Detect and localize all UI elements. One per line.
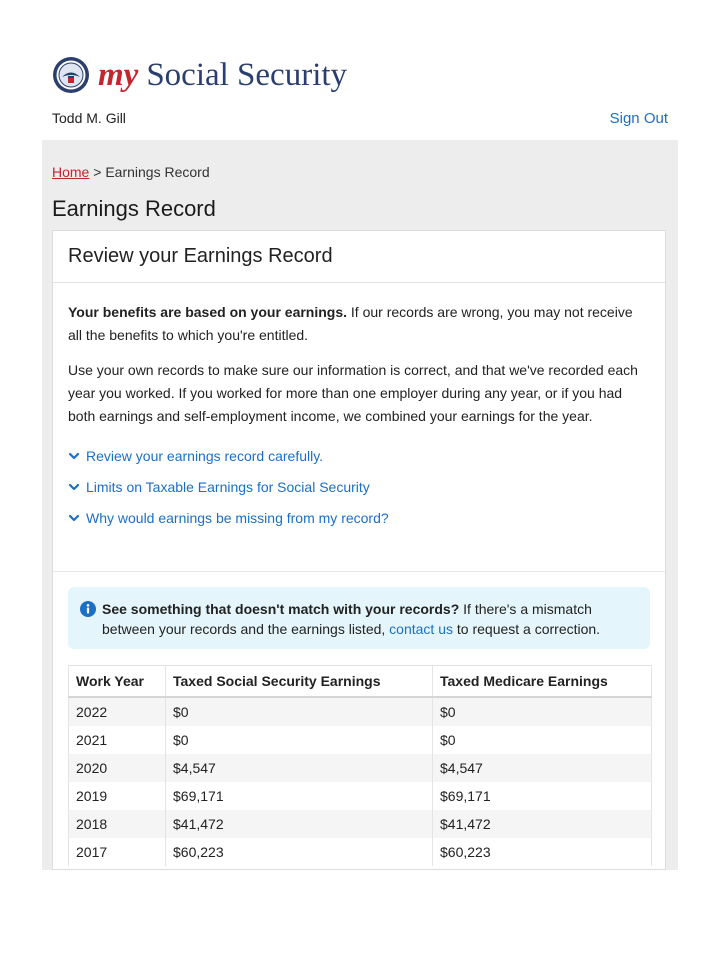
page-title: Earnings Record: [52, 196, 216, 221]
cell-work-year: 2022: [69, 697, 166, 726]
ssa-seal-icon: [52, 56, 90, 94]
accordion-label: Why would earnings be missing from my record?: [86, 509, 389, 526]
table-header-row: [69, 666, 652, 698]
cell-medicare-earnings: $4,547: [433, 754, 652, 782]
brand-social-security: Social Security: [146, 57, 348, 93]
accordion-label: Limits on Taxable Earnings for Social Security: [86, 478, 370, 495]
cell-ss-earnings: $0: [166, 697, 433, 726]
accordion-missing-earnings[interactable]: [68, 502, 645, 533]
brand-title: [98, 56, 347, 94]
cell-ss-earnings: $41,472: [166, 810, 433, 838]
cell-ss-earnings: $0: [166, 726, 433, 754]
table-row: [69, 810, 652, 838]
benefits-paragraph: [68, 301, 645, 347]
cell-medicare-earnings: $69,171: [433, 782, 652, 810]
earnings-card: [52, 230, 666, 870]
table-row: [69, 838, 652, 866]
accordion-list: [68, 440, 645, 533]
cell-work-year: 2020: [69, 754, 166, 782]
breadcrumb: [52, 164, 210, 180]
accordion-label: Review your earnings record carefully.: [86, 447, 324, 464]
earnings-table: [68, 665, 652, 866]
cell-medicare-earnings: $0: [433, 697, 652, 726]
card-title: Review your Earnings Record: [53, 231, 665, 283]
accordion-taxable-limits[interactable]: [68, 471, 645, 502]
table-row: [69, 697, 652, 726]
breadcrumb-separator: >: [89, 164, 106, 180]
alert-text-part1: If there's a mismatch between your records and the earnings listed,: [102, 601, 592, 637]
breadcrumb-home-link[interactable]: Home: [52, 164, 90, 180]
cell-ss-earnings: $69,171: [166, 782, 433, 810]
info-icon: [80, 601, 96, 617]
mismatch-alert: [68, 587, 650, 649]
header-ss-earnings: Taxed Social Security Earnings: [166, 666, 433, 698]
benefits-bold-text: Your benefits are based on your earnings.: [68, 304, 348, 320]
card-body: [53, 283, 665, 533]
alert-bold-text: See something that doesn't match with your records?: [102, 601, 460, 617]
table-row: [69, 726, 652, 754]
cell-work-year: 2017: [69, 838, 166, 866]
table-row: [69, 782, 652, 810]
cell-medicare-earnings: $41,472: [433, 810, 652, 838]
header-work-year: Work Year: [69, 666, 166, 698]
brand-my: my: [98, 57, 139, 93]
cell-work-year: 2021: [69, 726, 166, 754]
cell-ss-earnings: $60,223: [166, 838, 433, 866]
accordion-review-carefully[interactable]: [68, 440, 645, 471]
header-medicare-earnings: Taxed Medicare Earnings: [433, 666, 652, 698]
section-divider: [53, 571, 665, 572]
cell-ss-earnings: $4,547: [166, 754, 433, 782]
sign-out-link[interactable]: Sign Out: [609, 110, 668, 127]
chevron-down-icon: [68, 512, 80, 524]
benefits-text: If our records are wrong, you may not receive all the benefits to which you're entitled.: [68, 304, 633, 343]
content-panel: [42, 140, 678, 870]
chevron-down-icon: [68, 450, 80, 462]
records-paragraph: Use your own records to make sure our information is correct, and that we've recorded each year you worked. If you worked for more than one employer during any year, or if you had both earnings and self-employment income, we combined your earnings for the year.: [68, 362, 638, 424]
cell-work-year: 2019: [69, 782, 166, 810]
table-row: [69, 754, 652, 782]
alert-text-part2: to request a correction.: [453, 621, 601, 637]
breadcrumb-current: Earnings Record: [105, 164, 210, 180]
user-name: Todd M. Gill: [52, 110, 126, 126]
cell-medicare-earnings: $0: [433, 726, 652, 754]
alert-text: [102, 599, 640, 649]
chevron-down-icon: [68, 481, 80, 493]
contact-us-link[interactable]: contact us: [389, 621, 453, 637]
cell-work-year: 2018: [69, 810, 166, 838]
site-logo[interactable]: [52, 56, 347, 94]
cell-medicare-earnings: $60,223: [433, 838, 652, 866]
